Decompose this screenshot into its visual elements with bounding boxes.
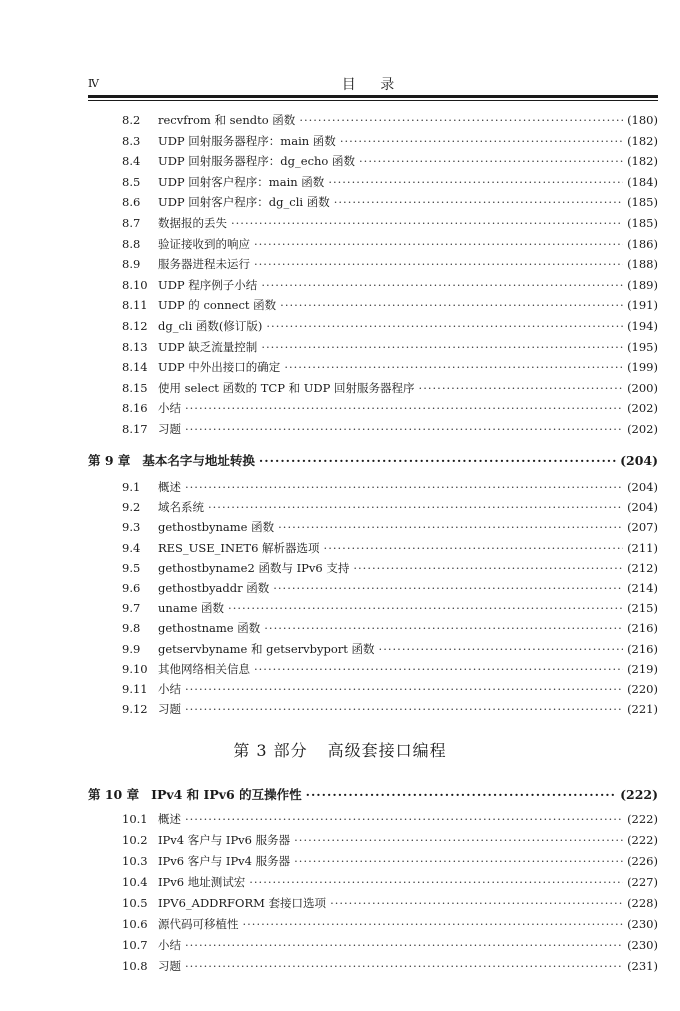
toc-entry[interactable] — [122, 256, 658, 272]
part-number: 第 3 部分 — [233, 741, 308, 760]
section-page: (211) — [627, 540, 658, 555]
header-rule-thick — [88, 95, 658, 98]
section-page: (185) — [627, 216, 658, 230]
section-number: 8.15 — [122, 380, 148, 395]
dot-leader — [419, 381, 624, 395]
dot-leader — [294, 854, 623, 868]
section-title: 使用 select 函数的 TCP 和 UDP 回射服务器程序 — [158, 380, 415, 395]
section-number: 8.7 — [122, 216, 141, 230]
section-page: (180) — [627, 113, 658, 127]
toc-entry[interactable] — [122, 701, 658, 717]
section-page: (189) — [627, 277, 658, 292]
chapter-heading[interactable] — [88, 785, 658, 803]
chapter-number: 第 9 章 — [88, 453, 131, 468]
dot-leader — [185, 959, 623, 973]
section-page: (200) — [627, 380, 658, 395]
section-page: (182) — [627, 133, 658, 148]
dot-leader — [340, 134, 623, 148]
section-number: 8.16 — [122, 401, 148, 416]
toc-entry[interactable] — [122, 832, 658, 848]
section-title: IPv6 客户与 IPv4 服务器 — [158, 854, 291, 868]
toc-entry[interactable] — [122, 916, 658, 932]
section-number: 10.4 — [122, 875, 148, 889]
section-number: 8.9 — [122, 257, 141, 272]
section-number: 10.3 — [122, 854, 148, 868]
dot-leader — [185, 422, 623, 436]
chapter-title: IPv4 和 IPv6 的互操作性 — [151, 787, 302, 802]
page-title: 目 录 — [341, 77, 405, 93]
chapter-page: (222) — [620, 787, 658, 802]
section-number: 9.8 — [122, 621, 141, 636]
dot-leader — [231, 216, 623, 230]
section-title: 小结 — [158, 682, 181, 696]
chapter-heading[interactable] — [88, 451, 658, 469]
toc-entry[interactable] — [122, 560, 658, 576]
section-page: (204) — [627, 500, 658, 515]
section-title: RES_USE_INET6 解析器选项 — [158, 540, 320, 555]
section-page: (207) — [627, 520, 658, 535]
dot-leader — [243, 917, 624, 931]
section-page: (194) — [627, 319, 658, 333]
section-page: (226) — [627, 854, 658, 868]
section-title: gethostbyname 函数 — [158, 520, 275, 535]
dot-leader — [185, 401, 623, 415]
dot-leader — [185, 812, 623, 826]
section-page: (185) — [627, 195, 658, 210]
section-title: UDP 回射客户程序：dg_cli 函数 — [158, 195, 330, 210]
section-title: uname 函数 — [158, 601, 225, 616]
dot-leader — [254, 662, 623, 676]
dot-leader — [280, 298, 623, 312]
dot-leader — [359, 154, 623, 168]
section-title: UDP 的 connect 函数 — [158, 298, 277, 313]
dot-leader — [379, 642, 624, 656]
chapter-number: 第 10 章 — [88, 787, 140, 802]
section-number: 9.2 — [122, 500, 141, 515]
toc-entry[interactable] — [122, 937, 658, 953]
section-title: 小结 — [158, 938, 181, 952]
toc-entry[interactable] — [122, 194, 658, 210]
section-page: (230) — [627, 938, 658, 952]
section-title: getservbyname 和 getservbyport 函数 — [158, 641, 375, 656]
section-title: 习题 — [158, 959, 181, 973]
dot-leader — [264, 621, 623, 635]
toc-entry[interactable] — [122, 153, 658, 169]
section-title: 数据报的丢失 — [158, 216, 227, 230]
section-title: UDP 中外出接口的确定 — [158, 360, 281, 375]
toc-entry[interactable] — [122, 958, 658, 974]
dot-leader — [254, 257, 623, 271]
section-title: 概述 — [158, 812, 181, 826]
section-page: (231) — [627, 959, 658, 973]
section-title: 源代码可移植性 — [158, 917, 239, 931]
section-title: 服务器进程未运行 — [158, 257, 250, 272]
toc-entry[interactable] — [122, 215, 658, 231]
dot-leader — [185, 702, 623, 716]
section-number: 8.4 — [122, 154, 141, 169]
chapter-title: 基本名字与地址转换 — [142, 453, 255, 468]
dot-leader — [324, 541, 624, 555]
section-title: 习题 — [158, 702, 181, 717]
section-page: (215) — [627, 601, 658, 616]
section-number: 8.14 — [122, 360, 148, 375]
toc-entry[interactable] — [122, 499, 658, 515]
section-page: (222) — [627, 812, 658, 826]
toc-entry[interactable] — [122, 400, 658, 416]
toc-entry[interactable] — [122, 297, 658, 313]
section-page: (191) — [627, 298, 658, 313]
section-number: 10.1 — [122, 812, 148, 826]
toc-entry[interactable] — [122, 236, 658, 252]
dot-leader — [254, 237, 623, 251]
toc-entry[interactable] — [122, 681, 658, 697]
section-number: 8.11 — [122, 298, 148, 313]
section-number: 9.1 — [122, 480, 141, 494]
toc-entry[interactable] — [122, 661, 658, 677]
toc-entry[interactable] — [122, 874, 658, 890]
dot-leader — [228, 601, 623, 615]
section-title: 小结 — [158, 401, 181, 416]
section-number: 8.10 — [122, 277, 148, 292]
section-number: 10.7 — [122, 938, 148, 952]
section-title: IPv4 客户与 IPv6 服务器 — [158, 833, 291, 847]
section-title: UDP 回射服务器程序：dg_echo 函数 — [158, 154, 356, 169]
section-number: 8.2 — [122, 113, 141, 127]
section-page: (182) — [627, 154, 658, 169]
toc-entry[interactable] — [122, 359, 658, 375]
section-title: 习题 — [158, 422, 181, 436]
toc-entry[interactable] — [122, 421, 658, 437]
toc-entry[interactable] — [122, 620, 658, 636]
dot-leader — [249, 875, 623, 889]
dot-leader — [261, 278, 623, 292]
section-number: 9.9 — [122, 641, 141, 656]
section-page: (195) — [627, 339, 658, 354]
section-number: 8.5 — [122, 174, 141, 189]
section-number: 8.3 — [122, 133, 141, 148]
section-title: UDP 回射服务器程序：main 函数 — [158, 133, 336, 148]
section-page: (202) — [627, 401, 658, 416]
section-page: (204) — [627, 480, 658, 494]
section-page: (221) — [627, 702, 658, 717]
section-title: 域名系统 — [158, 500, 204, 515]
section-number: 9.5 — [122, 560, 141, 575]
toc-entry[interactable] — [122, 479, 658, 495]
section-title: gethostbyname2 函数与 IPv6 支持 — [158, 560, 350, 575]
dot-leader — [273, 581, 623, 595]
toc-entry[interactable] — [122, 174, 658, 190]
toc-entry[interactable] — [122, 811, 658, 827]
section-title: dg_cli 函数(修订版) — [158, 319, 263, 333]
section-title: gethostbyaddr 函数 — [158, 581, 270, 595]
toc-entry[interactable] — [122, 895, 658, 911]
dot-leader — [328, 175, 623, 189]
section-title: UDP 程序例子小结 — [158, 277, 258, 292]
section-number: 8.17 — [122, 422, 148, 436]
section-page: (219) — [627, 661, 658, 676]
toc-entry[interactable] — [122, 339, 658, 355]
toc-entry[interactable] — [122, 580, 658, 596]
chapter-page: (204) — [620, 453, 658, 468]
section-number: 10.5 — [122, 896, 148, 910]
section-title: UDP 缺乏流量控制 — [158, 339, 258, 354]
toc-entry[interactable] — [122, 600, 658, 616]
section-page: (214) — [627, 581, 658, 595]
section-page: (220) — [627, 682, 658, 696]
section-number: 9.4 — [122, 540, 141, 555]
toc-entry[interactable] — [122, 380, 658, 396]
page-header — [88, 74, 658, 96]
section-page: (222) — [627, 833, 658, 847]
toc-entry[interactable] — [122, 277, 658, 293]
section-title: 验证接收到的响应 — [158, 236, 250, 251]
section-page: (202) — [627, 422, 658, 436]
section-title: UDP 回射客户程序：main 函数 — [158, 174, 325, 189]
section-title: IPv6 地址测试宏 — [158, 875, 246, 889]
toc-entry[interactable] — [122, 519, 658, 535]
dot-leader — [259, 453, 616, 468]
section-number: 9.7 — [122, 601, 141, 616]
dot-leader — [185, 480, 623, 494]
section-page: (216) — [627, 641, 658, 656]
toc-entry[interactable] — [122, 853, 658, 869]
section-title: gethostname 函数 — [158, 621, 261, 636]
dot-leader — [185, 682, 623, 696]
dot-leader — [284, 360, 623, 374]
section-title: recvfrom 和 sendto 函数 — [158, 113, 296, 127]
section-number: 8.12 — [122, 319, 148, 333]
dot-leader — [278, 520, 623, 534]
section-number: 9.12 — [122, 702, 148, 717]
section-page: (199) — [627, 360, 658, 375]
section-title: 概述 — [158, 480, 181, 494]
dot-leader — [299, 113, 623, 127]
dot-leader — [294, 833, 623, 847]
section-page: (216) — [627, 621, 658, 636]
dot-leader — [208, 500, 623, 514]
section-title: IPV6_ADDRFORM 套接口选项 — [158, 896, 327, 910]
section-number: 8.6 — [122, 195, 141, 210]
section-number: 8.13 — [122, 339, 148, 354]
section-title: 其他网络相关信息 — [158, 661, 250, 676]
section-page: (228) — [627, 896, 658, 910]
section-number: 10.2 — [122, 833, 148, 847]
section-number: 9.10 — [122, 661, 148, 676]
section-number: 9.6 — [122, 581, 141, 595]
dot-leader — [185, 938, 623, 952]
toc-entry[interactable] — [122, 318, 658, 334]
section-page: (188) — [627, 257, 658, 272]
toc-entry[interactable] — [122, 112, 658, 128]
page-numeral: Ⅳ — [88, 77, 99, 90]
section-page: (186) — [627, 236, 658, 251]
section-page: (230) — [627, 917, 658, 931]
dot-leader — [306, 787, 616, 802]
section-page: (212) — [627, 560, 658, 575]
section-number: 9.11 — [122, 682, 148, 696]
section-number: 9.3 — [122, 520, 141, 535]
part-heading — [0, 738, 680, 761]
section-page: (227) — [627, 875, 658, 889]
dot-leader — [334, 195, 623, 209]
section-page: (184) — [627, 174, 658, 189]
section-number: 10.8 — [122, 959, 148, 973]
section-number: 8.8 — [122, 236, 141, 251]
header-rule-thin — [88, 100, 658, 101]
section-number: 10.6 — [122, 917, 148, 931]
dot-leader — [261, 340, 623, 354]
part-title: 高级套接口编程 — [327, 741, 447, 760]
dot-leader — [353, 561, 623, 575]
dot-leader — [266, 319, 623, 333]
toc-entry[interactable] — [122, 133, 658, 149]
toc-entry[interactable] — [122, 540, 658, 556]
dot-leader — [330, 896, 623, 910]
toc-entry[interactable] — [122, 641, 658, 657]
